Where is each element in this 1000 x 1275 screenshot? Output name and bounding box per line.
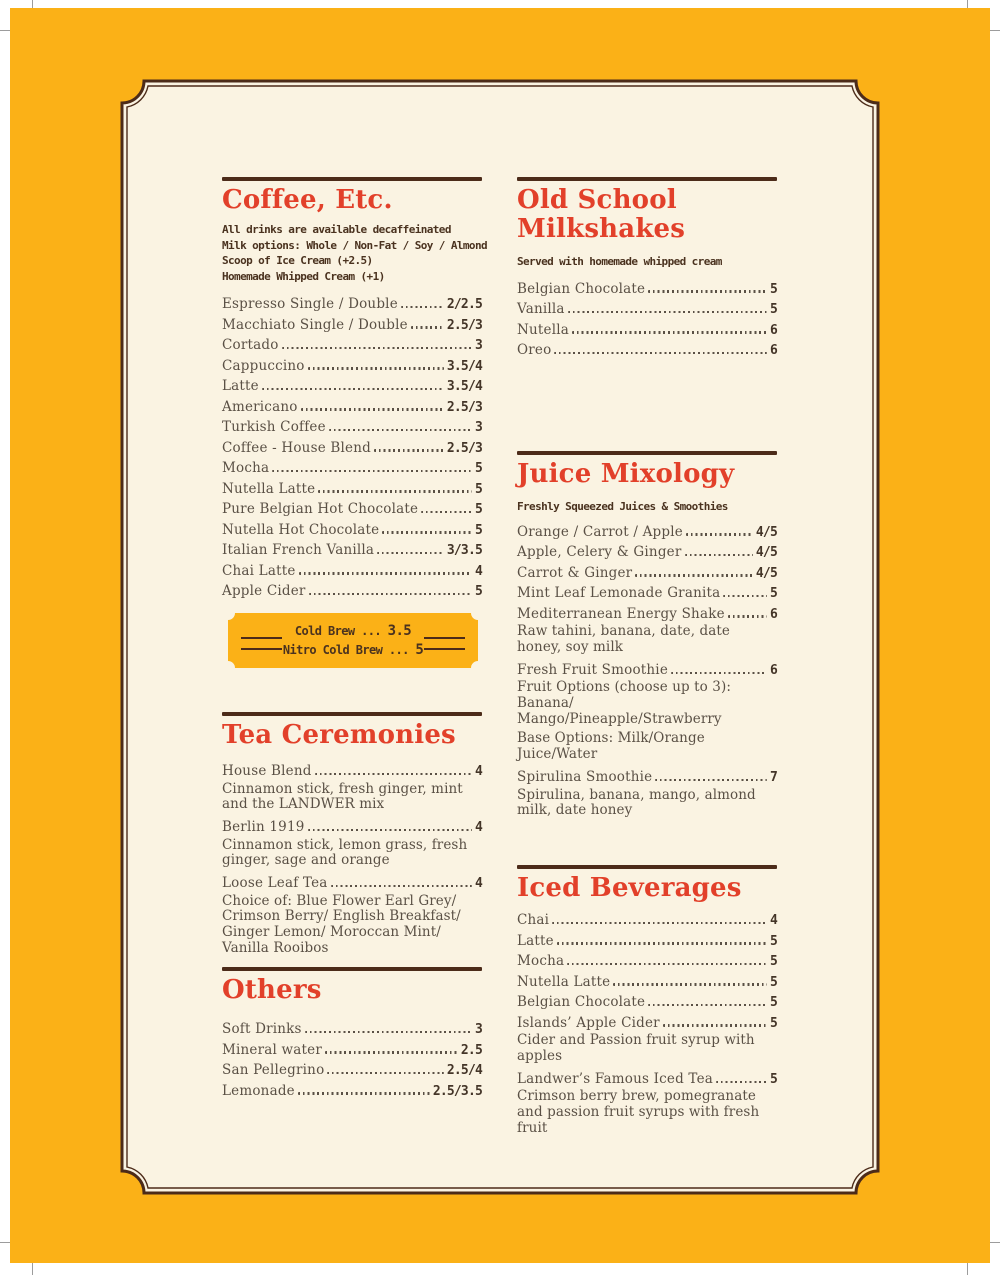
menu-item xyxy=(517,583,777,604)
dot-leader xyxy=(723,595,767,597)
menu-item xyxy=(222,1081,482,1102)
item-name: Oreo xyxy=(517,342,552,358)
item-price: 5 xyxy=(769,995,777,1010)
section-title: Tea Ceremonies xyxy=(222,720,456,750)
menu-item-row xyxy=(517,604,777,625)
menu-item-row xyxy=(517,563,777,584)
menu-item xyxy=(517,931,777,952)
item-price: 2.5/3 xyxy=(446,317,482,333)
section-subtitle: Freshly Squeezed Juices & Smoothies xyxy=(517,500,728,513)
item-name: Chai Latte xyxy=(222,562,296,579)
item-price: 4 xyxy=(474,764,482,779)
dot-leader xyxy=(557,942,767,944)
item-description: Choice of: Blue Flower Earl Grey/ Crimson Berry/ English Breakfast/ Ginger Lemon/ Moroccan Mint/ Vanilla Rooibos xyxy=(222,892,461,957)
item-price: 2.5/3.5 xyxy=(432,1083,482,1099)
menu-item-row xyxy=(222,499,482,520)
menu-item xyxy=(222,761,482,813)
section-note: Homemade Whipped Cream (+1) xyxy=(222,269,385,283)
dot-leader xyxy=(411,326,444,328)
section-divider xyxy=(222,177,482,181)
item-price: 6 xyxy=(769,662,777,678)
item-price: 4/5 xyxy=(755,524,777,540)
menu-item xyxy=(517,951,777,972)
menu-item-row xyxy=(222,315,482,336)
menu-item-row xyxy=(222,540,482,561)
dot-leader xyxy=(648,1004,767,1006)
menu-item-row xyxy=(517,910,777,931)
item-name: Mint Leaf Lemonade Granita xyxy=(517,585,721,601)
item-name: Nutella xyxy=(517,321,570,338)
section-divider xyxy=(517,177,777,181)
section-divider xyxy=(517,865,777,869)
dot-leader xyxy=(315,773,472,775)
item-price: 2.5/4 xyxy=(446,1063,482,1078)
item-list xyxy=(222,1019,482,1101)
item-price: 5 xyxy=(769,586,777,601)
menu-item xyxy=(222,315,482,336)
item-list xyxy=(222,294,482,602)
item-description: Cinnamon stick, lemon grass, fresh ginger, sage and orange xyxy=(222,836,468,869)
item-price: 5 xyxy=(769,954,777,969)
item-name: Americano xyxy=(222,398,298,415)
dot-leader xyxy=(309,593,472,595)
menu-item xyxy=(222,817,482,869)
item-description: Spirulina, banana, mango, almond milk, date honey xyxy=(517,786,756,819)
item-price: 2.5/3 xyxy=(446,440,482,456)
menu-item-row xyxy=(222,581,482,602)
item-name: Spirulina Smoothie xyxy=(517,769,653,786)
dot-leader xyxy=(382,531,472,533)
section-iced-beverages xyxy=(517,865,777,1140)
ticket-line xyxy=(295,624,411,639)
dot-leader xyxy=(305,1031,472,1033)
dot-leader xyxy=(686,533,753,535)
menu-item-row xyxy=(517,320,777,341)
item-price: 5 xyxy=(474,584,482,599)
item-price: 5 xyxy=(474,522,482,538)
dot-leader xyxy=(648,290,767,292)
menu-item xyxy=(517,767,777,819)
menu-item-row xyxy=(222,335,482,356)
item-price: 4/5 xyxy=(755,565,777,581)
item-price: 7 xyxy=(769,770,777,786)
item-price: 5 xyxy=(769,933,777,949)
dot-leader xyxy=(262,388,444,390)
menu-item xyxy=(222,520,482,541)
section-tea-ceremonies xyxy=(222,712,482,961)
dot-leader xyxy=(272,470,472,472)
section-notes xyxy=(222,222,487,284)
item-price: 6 xyxy=(769,343,777,358)
menu-item xyxy=(517,660,777,763)
dot-leader xyxy=(331,885,472,887)
menu-item-row xyxy=(517,951,777,972)
item-price: 5 xyxy=(769,974,777,990)
menu-item-row xyxy=(517,299,777,320)
dot-leader xyxy=(572,331,767,333)
item-name: Macchiato Single / Double xyxy=(222,316,408,333)
dot-leader xyxy=(554,352,767,354)
menu-item-row xyxy=(222,1040,482,1061)
menu-item xyxy=(517,1069,777,1137)
item-name: Latte xyxy=(222,378,259,394)
item-name: Nutella Hot Chocolate xyxy=(222,521,380,538)
menu-item xyxy=(517,563,777,584)
menu-item xyxy=(222,335,482,356)
item-price: 5 xyxy=(769,302,777,317)
section-title: Old School Milkshakes xyxy=(517,185,686,244)
item-name: Nutella Latte xyxy=(517,973,611,990)
item-name: Mineral water xyxy=(222,1041,323,1058)
menu-item-row xyxy=(222,1060,482,1081)
menu-item xyxy=(517,279,777,300)
menu-item-row xyxy=(222,356,482,377)
item-price: 2.5/3 xyxy=(446,399,482,415)
item-price: 4/5 xyxy=(755,545,777,560)
item-description: Cider and Passion fruit syrup with apples xyxy=(517,1032,755,1064)
section-note: All drinks are available decaffeinated xyxy=(222,223,451,236)
dot-leader xyxy=(401,306,444,308)
item-name: Chai xyxy=(517,912,550,928)
item-name: Soft Drinks xyxy=(222,1021,302,1037)
menu-item-row xyxy=(517,767,777,788)
item-name: Vanilla xyxy=(517,301,565,317)
menu-item xyxy=(517,320,777,341)
section-title: Others xyxy=(222,975,322,1005)
section-note: Milk options: Whole / Non-Fat / Soy / Almond xyxy=(222,238,487,252)
menu-item xyxy=(222,499,482,520)
item-name: Carrot & Ginger xyxy=(517,564,633,581)
ticket-item-price: 5 xyxy=(415,641,424,658)
item-name: Berlin 1919 xyxy=(222,819,305,836)
menu-item xyxy=(517,604,777,656)
menu-item-row xyxy=(517,279,777,300)
menu-item xyxy=(222,1040,482,1061)
item-list xyxy=(517,522,777,820)
item-description: Raw tahini, banana, date, date honey, soy milk xyxy=(517,623,731,655)
item-name: Cappuccino xyxy=(222,357,305,374)
item-price: 5 xyxy=(769,1015,777,1031)
item-name: Mocha xyxy=(517,953,565,969)
item-name: Fresh Fruit Smoothie xyxy=(517,661,669,678)
dot-leader xyxy=(301,408,444,410)
menu-item-row xyxy=(517,972,777,993)
section-others xyxy=(222,967,482,1101)
item-name: Espresso Single / Double xyxy=(222,296,398,312)
dot-leader xyxy=(377,552,444,554)
section-subtitle: Served with homemade whipped cream xyxy=(517,255,722,268)
menu-item-row xyxy=(222,1019,482,1040)
dot-leader xyxy=(298,1092,430,1094)
section-old-school-milkshakes xyxy=(517,177,777,361)
menu-item-row xyxy=(517,931,777,952)
dot-leader xyxy=(327,1072,443,1074)
item-name: Islands’ Apple Cider xyxy=(517,1014,660,1031)
menu-item xyxy=(222,376,482,397)
item-name: Apple, Celery & Ginger xyxy=(517,544,682,560)
item-name: Loose Leaf Tea xyxy=(222,875,328,892)
dot-leader xyxy=(716,1081,767,1083)
section-divider xyxy=(517,451,777,455)
dot-leader xyxy=(552,922,767,924)
item-price: 3 xyxy=(474,420,482,435)
item-price: 3.5/4 xyxy=(446,379,482,394)
item-name: Mocha xyxy=(222,460,270,476)
item-name: Landwer’s Famous Iced Tea xyxy=(517,1070,714,1087)
menu-item xyxy=(517,542,777,563)
menu-item-row xyxy=(222,417,482,438)
dot-leader xyxy=(329,429,472,431)
item-price: 3/3.5 xyxy=(446,543,482,558)
dot-leader xyxy=(635,574,753,576)
item-name: Pure Belgian Hot Chocolate xyxy=(222,501,419,517)
menu-item xyxy=(222,479,482,500)
item-name: Mediterranean Energy Shake xyxy=(517,605,725,622)
dot-leader xyxy=(671,672,767,674)
item-price: 4 xyxy=(474,563,482,579)
section-title: Coffee, Etc. xyxy=(222,185,393,215)
item-price: 5 xyxy=(474,481,482,497)
menu-item xyxy=(222,417,482,438)
menu-item xyxy=(222,581,482,602)
item-name: Apple Cider xyxy=(222,583,306,599)
right-column xyxy=(517,0,777,1275)
menu-item-row xyxy=(222,873,482,894)
item-price: 3 xyxy=(474,338,482,353)
item-name: Orange / Carrot / Apple xyxy=(517,523,683,540)
item-name: Belgian Chocolate xyxy=(517,280,646,297)
menu-item-row xyxy=(517,1069,777,1090)
item-price: 5 xyxy=(769,281,777,297)
item-price: 3.5/4 xyxy=(446,358,482,374)
item-name: Nutella Latte xyxy=(222,480,316,497)
menu-item xyxy=(517,972,777,993)
section-title: Iced Beverages xyxy=(517,873,742,903)
item-list xyxy=(222,761,482,957)
item-price: 4 xyxy=(474,876,482,892)
item-price: 5 xyxy=(769,1071,777,1087)
menu-item xyxy=(222,438,482,459)
section-juice-mixology xyxy=(517,451,777,823)
ticket-item-price: 3.5 xyxy=(387,622,412,639)
menu-item-row xyxy=(222,561,482,582)
menu-item xyxy=(517,299,777,320)
menu-item xyxy=(222,540,482,561)
ticket-item-label: Nitro Cold Brew ... xyxy=(282,642,409,657)
menu-item xyxy=(222,397,482,418)
menu-item-row xyxy=(222,817,482,838)
menu-item xyxy=(222,294,482,315)
item-price: 2.5 xyxy=(460,1042,482,1058)
dot-leader xyxy=(728,615,767,617)
section-note: Scoop of Ice Cream (+2.5) xyxy=(222,254,373,267)
menu-item xyxy=(517,522,777,543)
menu-item-row xyxy=(222,397,482,418)
cold-brew-ticket xyxy=(228,613,478,668)
menu-item xyxy=(222,561,482,582)
item-name: San Pellegrino xyxy=(222,1062,325,1078)
menu-item-row xyxy=(222,1081,482,1102)
item-price: 5 xyxy=(474,461,482,476)
menu-item-row xyxy=(222,761,482,782)
ticket-body xyxy=(228,613,478,668)
menu-item xyxy=(222,458,482,479)
menu-item-row xyxy=(517,1013,777,1034)
menu-item xyxy=(517,340,777,361)
menu-item-row xyxy=(517,340,777,361)
item-name: Belgian Chocolate xyxy=(517,994,646,1010)
section-coffee-etc xyxy=(222,177,487,602)
section-divider xyxy=(222,712,482,716)
item-name: Cortado xyxy=(222,337,279,353)
menu-item xyxy=(517,1013,777,1065)
dot-leader xyxy=(308,829,472,831)
menu-item-row xyxy=(517,583,777,604)
section-title: Juice Mixology xyxy=(517,459,735,489)
menu-item-row xyxy=(222,294,482,315)
item-name: Turkish Coffee xyxy=(222,419,326,435)
item-name: Italian French Vanilla xyxy=(222,542,375,558)
menu-item-row xyxy=(517,992,777,1013)
item-description: Base Options: Milk/Orange Juice/Water xyxy=(517,730,705,763)
ticket-line xyxy=(283,643,423,658)
dot-leader xyxy=(308,367,444,369)
item-description: Crimson berry brew, pomegranate and passion fruit syrups with fresh fruit xyxy=(517,1088,760,1136)
item-price: 4 xyxy=(769,913,777,928)
menu-item-row xyxy=(517,542,777,563)
dot-leader xyxy=(655,779,767,781)
item-name: Coffee - House Blend xyxy=(222,439,371,456)
item-description: Cinnamon stick, fresh ginger, mint and the LANDWER mix xyxy=(222,780,463,813)
item-price: 5 xyxy=(474,502,482,517)
item-name: Latte xyxy=(517,932,554,949)
menu-item-row xyxy=(517,522,777,543)
item-list xyxy=(517,279,777,361)
dot-leader xyxy=(374,449,444,451)
menu-item xyxy=(222,356,482,377)
menu-item xyxy=(517,992,777,1013)
item-name: House Blend xyxy=(222,763,312,779)
menu-item-row xyxy=(222,438,482,459)
dot-leader xyxy=(567,963,767,965)
dot-leader xyxy=(663,1024,767,1026)
ticket-item-label: Cold Brew ... xyxy=(294,623,381,638)
item-price: 6 xyxy=(769,322,777,338)
left-column xyxy=(222,0,487,1275)
dot-leader xyxy=(685,554,753,556)
menu-item xyxy=(222,873,482,957)
menu-item-row xyxy=(517,660,777,681)
item-description: Fruit Options (choose up to 3): Banana/ Mango/Pineapple/Strawberry xyxy=(517,679,732,727)
menu-item-row xyxy=(222,479,482,500)
dot-leader xyxy=(325,1051,458,1053)
dot-leader xyxy=(568,311,767,313)
menu-item-row xyxy=(222,458,482,479)
menu-item xyxy=(222,1019,482,1040)
menu-item xyxy=(222,1060,482,1081)
item-price: 6 xyxy=(769,606,777,622)
dot-leader xyxy=(282,347,472,349)
item-price: 3 xyxy=(474,1022,482,1037)
menu-item-row xyxy=(222,520,482,541)
dot-leader xyxy=(318,490,472,492)
menu-item xyxy=(517,910,777,931)
item-list xyxy=(517,910,777,1136)
item-price: 2/2.5 xyxy=(446,297,482,312)
dot-leader xyxy=(613,983,767,985)
dot-leader xyxy=(299,572,472,574)
dot-leader xyxy=(421,511,472,513)
item-name: Lemonade xyxy=(222,1082,295,1099)
item-price: 4 xyxy=(474,820,482,836)
section-divider xyxy=(222,967,482,971)
menu-item-row xyxy=(222,376,482,397)
